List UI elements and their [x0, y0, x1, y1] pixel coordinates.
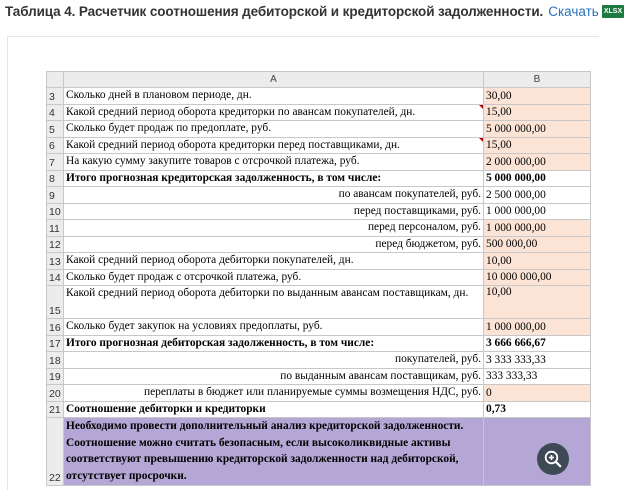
row-value: 0 [484, 385, 591, 402]
row-value: 3 666 666,67 [484, 335, 591, 352]
row-value: 0,73 [484, 401, 591, 418]
spreadsheet-image-frame [7, 36, 599, 490]
row-number: 17 [47, 335, 64, 352]
row-number: 10 [47, 203, 64, 220]
row-value: 10 000 000,00 [484, 269, 591, 286]
conclusion-note-b [484, 418, 591, 486]
row-number: 7 [47, 154, 64, 171]
table-row [47, 269, 591, 286]
table-row [47, 352, 591, 369]
table-row [47, 187, 591, 204]
row-value: 500 000,00 [484, 236, 591, 253]
row-label: Какой средний период оборота кредиторки по авансам покупателей, дн. [64, 104, 484, 121]
row-number: 21 [47, 401, 64, 418]
table-row [47, 104, 591, 121]
table-row [47, 401, 591, 418]
row-value: 10,00 [484, 286, 591, 319]
conclusion-note: Необходимо провести дополнительный анализ кредиторской задолженности. Соотношение можно считать безопасным, если высоколиквидные активы соответствуют превышению кредиторской задолженности над дебиторской, отсутствует просрочки. [64, 418, 484, 486]
row-label: перед персоналом, руб. [64, 220, 484, 237]
row-number: 22 [47, 418, 64, 486]
column-header-b: B [484, 72, 591, 88]
row-number: 3 [47, 88, 64, 105]
row-value: 3 333 333,33 [484, 352, 591, 369]
row-number: 5 [47, 121, 64, 138]
row-number: 12 [47, 236, 64, 253]
row-number: 8 [47, 170, 64, 187]
table-row [47, 236, 591, 253]
table-row [47, 170, 591, 187]
row-number: 20 [47, 385, 64, 402]
row-label: покупателей, руб. [64, 352, 484, 369]
table-row [47, 220, 591, 237]
row-value: 2 000 000,00 [484, 154, 591, 171]
row-value: 30,00 [484, 88, 591, 105]
row-number: 16 [47, 319, 64, 336]
row-number: 13 [47, 253, 64, 270]
row-label: На какую сумму закупите товаров с отсрочкой платежа, руб. [64, 154, 484, 171]
row-number: 19 [47, 368, 64, 385]
row-label: Сколько дней в плановом периоде, дн. [64, 88, 484, 105]
row-number: 11 [47, 220, 64, 237]
table-row [47, 368, 591, 385]
row-number: 15 [47, 286, 64, 319]
row-label: Какой средний период оборота кредиторки перед поставщиками, дн. [64, 137, 484, 154]
row-label: Какой средний период оборота дебиторки покупателей, дн. [64, 253, 484, 270]
row-value: 333 333,33 [484, 368, 591, 385]
row-value: 1 000 000,00 [484, 220, 591, 237]
table-row [47, 88, 591, 105]
row-label: по выданным авансам поставщикам, руб. [64, 368, 484, 385]
row-label: Сколько будет закупок на условиях предоплаты, руб. [64, 319, 484, 336]
table-row [47, 319, 591, 336]
column-header-a: A [64, 72, 484, 88]
row-label: Итого прогнозная кредиторская задолженность, в том числе: [64, 170, 484, 187]
row-number: 6 [47, 137, 64, 154]
table-row [47, 121, 591, 138]
row-value: 5 000 000,00 [484, 121, 591, 138]
magnifier-plus-icon [543, 449, 563, 469]
row-value: 5 000 000,00 [484, 170, 591, 187]
row-value: 10,00 [484, 253, 591, 270]
table-row [47, 418, 591, 486]
spreadsheet [46, 71, 590, 491]
table-row [47, 203, 591, 220]
row-label: перед бюджетом, руб. [64, 236, 484, 253]
table-row [47, 154, 591, 171]
table-row [47, 335, 591, 352]
xlsx-file-icon[interactable]: XLSX [602, 5, 624, 18]
row-value: 2 500 000,00 [484, 187, 591, 204]
table-row [47, 253, 591, 270]
column-header-row [47, 72, 591, 88]
spreadsheet-table [46, 71, 591, 486]
table-row [47, 137, 591, 154]
download-link[interactable]: Скачать [548, 3, 599, 19]
table-caption [5, 1, 624, 21]
row-number: 9 [47, 187, 64, 204]
row-label: Итого прогнозная дебиторская задолженность, в том числе: [64, 335, 484, 352]
zoom-button[interactable] [537, 443, 569, 475]
row-value: 15,00 [484, 137, 591, 154]
corner-cell [47, 72, 64, 88]
row-label: по авансам покупателей, руб. [64, 187, 484, 204]
row-number: 18 [47, 352, 64, 369]
row-label: переплаты в бюджет или планируемые суммы возмещения НДС, руб. [64, 385, 484, 402]
row-label: Какой средний период оборота дебиторки по выданным авансам поставщикам, дн. [64, 286, 484, 319]
row-value: 1 000 000,00 [484, 319, 591, 336]
row-label: перед поставщиками, руб. [64, 203, 484, 220]
row-value: 1 000 000,00 [484, 203, 591, 220]
row-number: 14 [47, 269, 64, 286]
table-row [47, 286, 591, 319]
row-label: Соотношение дебиторки и кредиторки [64, 401, 484, 418]
row-label: Сколько будет продаж по предоплате, руб. [64, 121, 484, 138]
row-value: 15,00 [484, 104, 591, 121]
row-number: 4 [47, 104, 64, 121]
caption-title: Таблица 4. Расчетчик соотношения дебиторской и кредиторской задолженности. [5, 3, 544, 19]
table-row [47, 385, 591, 402]
row-label: Сколько будет продаж с отсрочкой платежа, руб. [64, 269, 484, 286]
